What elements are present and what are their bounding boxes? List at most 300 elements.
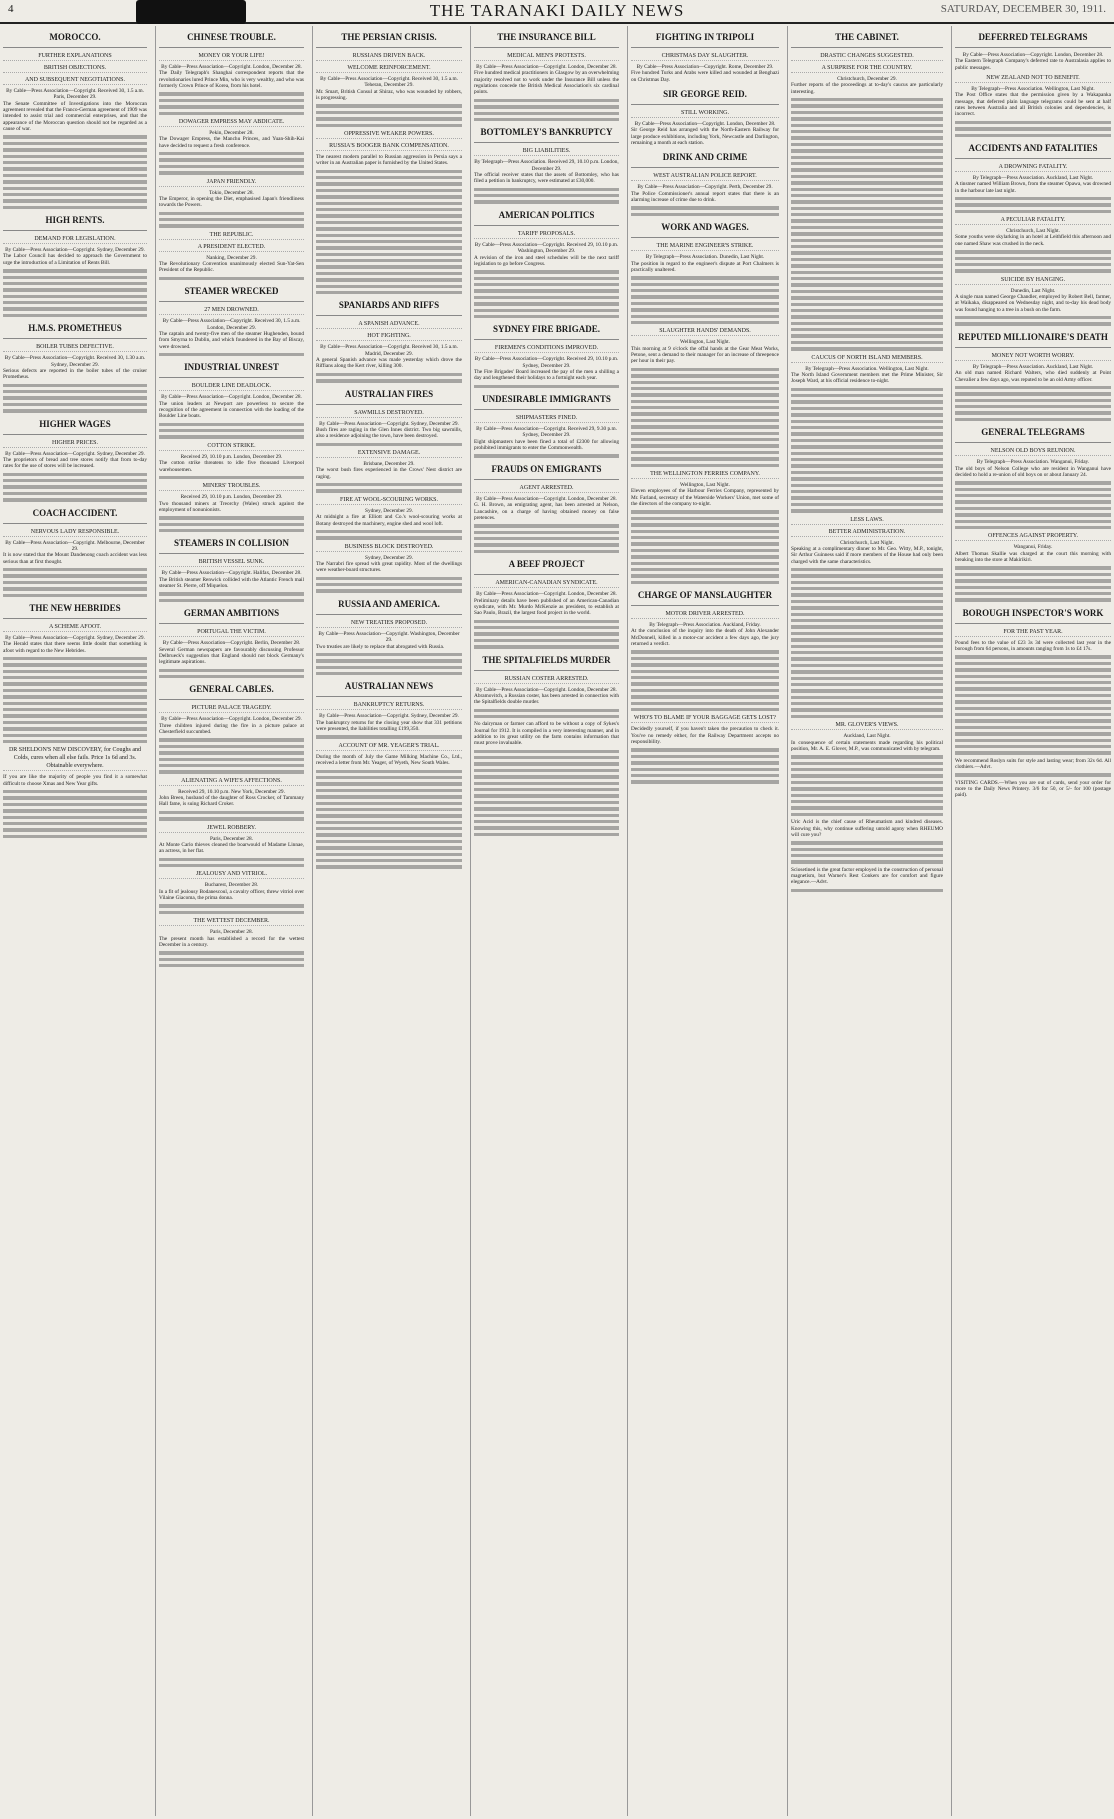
text-line [3, 161, 147, 164]
article-body: VISITING CARDS.—When you are out of cards, send your order for more to the Daily News Printery. 3/6 for 50, or 5/- for 100 (postage paid). [955, 779, 1111, 799]
article-subheading: DEMAND FOR LEGISLATION. [3, 235, 147, 244]
text-line [3, 409, 147, 412]
text-line [3, 148, 147, 151]
article-headline: AUSTRALIAN NEWS [316, 681, 462, 697]
text-line [474, 645, 619, 648]
text-line [3, 727, 147, 730]
text-line [474, 524, 619, 527]
article-dateline: By Cable—Press Association—Copyright. Washington, December 29. [318, 630, 460, 644]
article [474, 210, 619, 319]
article-subheading: TARIFF PROPOSALS. [474, 230, 619, 239]
text-line [791, 162, 943, 165]
text-line [159, 212, 304, 215]
text-line [316, 789, 462, 792]
article-body: Albert Thomas Skallie was charged at the court this morning with breaking into the store at Makirikiri. [955, 550, 1111, 564]
article-subheading: BANKRUPTCY RETURNS. [316, 701, 462, 710]
article-body: The nearest modern parallel to Russian aggression in Persia says a writer in an Australian paper is furnished by the United States. [316, 153, 462, 167]
text-line [316, 214, 462, 217]
text-line [316, 265, 462, 268]
text-line [474, 632, 619, 635]
text-line [631, 689, 779, 692]
text-line [474, 194, 619, 197]
article-body: A single man named George Chandler, employed by Robert Bell, farmer, at Waikaka, disappeared on Wednesday night, and to-day his dead body was found hanging to a tree in a bush on the farm. [955, 294, 1111, 313]
text-line [159, 476, 304, 479]
text-line [955, 726, 1111, 729]
text-line [955, 662, 1111, 665]
text-line [159, 105, 304, 108]
text-line [791, 341, 943, 344]
text-line [474, 833, 619, 836]
article [3, 419, 147, 502]
text-line [955, 700, 1111, 703]
text-line [159, 758, 304, 761]
text-line [159, 770, 304, 773]
text-line [631, 536, 779, 539]
text-line [3, 485, 147, 488]
article-dateline: By Cable—Press Association—Copyright. Sydney, December 29. [5, 634, 145, 641]
article-subheading: AND SUBSEQUENT NEGOTIATIONS. [3, 76, 147, 85]
article-body: The British steamer Renwick collided with the Atlantic French mail steamer St. Pierre, off Miquelon. [159, 576, 304, 590]
article-dateline: Brisbane, December 29. [363, 461, 415, 468]
text-line [955, 121, 1111, 124]
text-line [159, 423, 304, 426]
text-line [474, 794, 619, 797]
article-dateline: By Cable—Press Association—Copyright. London, December 28. [476, 64, 617, 70]
text-line [159, 738, 304, 741]
article-body: The worst bush fires experienced in the Crows' Nest district are raging. [316, 467, 462, 480]
text-line [631, 562, 779, 565]
text-line [3, 828, 147, 831]
text-line [159, 675, 304, 678]
text-line [474, 826, 619, 829]
text-line [3, 307, 147, 310]
text-line [3, 682, 147, 685]
text-line [474, 309, 619, 312]
text-line [791, 394, 943, 397]
text-line [631, 406, 779, 409]
article-body: Eleven employees of the Harbour Ferries Company, represented by Mr. Farland, secretary of the Waterside Workers' Union, met some of the directors of the company to-night. [631, 488, 779, 508]
article-dateline: Sydney, December 29. [365, 507, 413, 514]
article-body: Mr. Smart, British Consul at Shiraz, who was wounded by robbers, is progressing. [316, 88, 462, 102]
article [955, 427, 1111, 529]
article [474, 721, 619, 836]
text-line [791, 574, 943, 577]
text-line [631, 670, 779, 673]
text-line [631, 708, 779, 711]
article-dateline: By Cable—Press Association—Copyright. Received 29, 9.30 p.m. Sydney, December 29. [476, 426, 617, 439]
article-dateline: By Cable—Press Association—Copyright. London, December 28. [962, 52, 1104, 58]
text-line [316, 182, 462, 185]
text-line [159, 529, 304, 532]
text-line [791, 143, 943, 146]
text-line [791, 226, 943, 229]
text-line [159, 218, 304, 221]
text-line [791, 439, 943, 442]
text-line [791, 296, 943, 299]
article-subheading: PICTURE PALACE TRAGEDY. [159, 704, 304, 713]
article-dateline: Wellington, Last Night. [680, 482, 730, 488]
text-line [3, 721, 147, 724]
article-body: The Post Office states that the permission given by a Wakapanka message, that deferred plain language telegrams could be sent at half rates between Australia and all British colonies and dependencies, is incorrect. [955, 92, 1111, 118]
text-line [791, 413, 943, 416]
article-headline: WORK AND WAGES. [631, 222, 779, 238]
article-body: Preliminary details have been published of an American-Canadian syndicate, with Mr. Murdo McKenzie as president, to establish at Sao Paulo, Brazil, the largest food project in the world. [474, 597, 619, 617]
text-line [791, 432, 943, 435]
text-line [3, 295, 147, 298]
article-subheading: MONEY NOT WORTH WORRY. [955, 352, 1111, 361]
text-line [159, 817, 304, 820]
text-line [316, 483, 462, 486]
article-subheading: NEW TREATIES PROPOSED. [316, 619, 462, 628]
article-subheading: FIRE AT WOOL-SCOURING WORKS. [316, 496, 462, 505]
text-line [474, 112, 619, 115]
article [159, 286, 304, 356]
article-subheading: OPPRESSIVE WEAKER POWERS. [316, 130, 462, 139]
article-subheading: FOR THE PAST YEAR. [955, 628, 1111, 637]
article-subheading: MR. GLOVER'S VIEWS. [791, 721, 943, 730]
text-line [3, 396, 147, 399]
column-4 [470, 26, 622, 1816]
text-line [474, 118, 619, 121]
article-dateline: By Telegraph—Press Association. Received 29, 10.10 p.m. London, December 29. [474, 159, 619, 172]
text-line [3, 581, 147, 584]
article-body: At Monte Carlo thieves cleaned the boarwould of Madame Linnae, an actress, in her flat. [159, 841, 304, 855]
article-headline: SPANIARDS AND RIFFS [316, 300, 462, 316]
article [631, 590, 779, 711]
article-subheading: A SPANISH ADVANCE. [316, 320, 462, 329]
article [3, 508, 147, 597]
article-headline: DEFERRED TELEGRAMS [955, 32, 1111, 48]
text-line [791, 309, 943, 312]
article [474, 127, 619, 204]
text-line [791, 651, 943, 654]
column-1 [0, 26, 150, 1816]
text-line [791, 781, 943, 784]
article-headline: DRINK AND CRIME [631, 152, 779, 168]
text-line [631, 650, 779, 653]
text-line [159, 669, 304, 672]
text-line [955, 520, 1111, 523]
text-line [791, 334, 943, 337]
text-line [631, 276, 779, 279]
text-line [159, 92, 304, 95]
text-line [316, 659, 462, 662]
text-line [316, 111, 462, 114]
text-line [791, 303, 943, 306]
text-line [955, 773, 1111, 776]
text-line [316, 577, 462, 580]
article-subheading: OFFENCES AGAINST PROPERTY. [955, 532, 1111, 541]
article-headline: GERMAN AMBITIONS [159, 608, 304, 624]
article-dateline: By Cable—Press Association—Copyright. Sydney, December 29. [5, 247, 145, 254]
text-line [159, 751, 304, 754]
article [955, 332, 1111, 421]
article-body: Two treaties are likely to replace that abrogated with Russia. [316, 643, 445, 650]
text-line [791, 181, 943, 184]
text-line [955, 127, 1111, 130]
article-subheading: ALIENATING A WIFE'S AFFECTIONS. [159, 777, 304, 786]
article-dateline: By Telegraph—Press Association. Wellington, Last Night. [971, 86, 1095, 93]
text-line [631, 206, 779, 209]
text-line [3, 314, 147, 317]
text-line [474, 775, 619, 778]
text-line [3, 796, 147, 799]
text-line [3, 790, 147, 793]
text-line [955, 526, 1111, 529]
text-line [159, 152, 304, 155]
text-line [3, 473, 147, 476]
article-dateline: By Cable—Press Association—Copyright. Rome, December 29. [636, 64, 774, 70]
article [316, 681, 462, 738]
article-subheading: THE WELLINGTON FERRIES COMPANY. [631, 470, 779, 479]
text-line [791, 251, 943, 254]
article [159, 231, 304, 280]
article-subheading: NERVOUS LADY RESPONSIBLE. [3, 528, 147, 537]
text-line [631, 308, 779, 311]
text-line [474, 820, 619, 823]
text-line [955, 592, 1111, 595]
text-line [474, 620, 619, 623]
text-line [474, 99, 619, 102]
article-headline: THE PERSIAN CRISIS. [316, 32, 462, 48]
text-line [316, 195, 462, 198]
article [474, 32, 619, 121]
text-line [316, 735, 462, 738]
text-line [631, 425, 779, 428]
text-line [631, 761, 779, 764]
article-body: This morning at 9 o'clock the offal hands at the Gear Meat Works, Petone, sent a demand to their manager for an increase of threepence per hour in their pay. [631, 345, 779, 365]
text-line [631, 581, 779, 584]
article-dateline: By Cable—Press Association—Copyright. Received 29, 10.10 p.m. Sydney, December 29. [474, 356, 619, 369]
article-body: The Police Commissioner's annual report states that there is an alarming increase of crime due to drink. [631, 190, 779, 204]
text-line [791, 670, 943, 673]
text-line [791, 484, 943, 487]
text-line [955, 134, 1111, 137]
text-line [631, 676, 779, 679]
article-body: The Emperor, in opening the Diet, emphasised Japan's friendliness towards the Powers. [159, 195, 304, 209]
text-line [791, 715, 943, 718]
article-dateline: Christchurch, Last Night. [840, 539, 894, 546]
article-dateline: By Cable—Press Association—Copyright. Received 30, 1.30 a.m. Sydney, December 29. [4, 355, 146, 368]
text-line [631, 663, 779, 666]
article [631, 327, 779, 467]
article-subheading: MINERS' TROUBLES. [159, 482, 304, 491]
text-line [316, 176, 462, 179]
article-dateline: Dunedin, Last Night. [1010, 287, 1056, 294]
text-line [955, 210, 1111, 213]
text-line [3, 663, 147, 666]
text-line [791, 290, 943, 293]
article-body: G. H. Brown, an emigrating agent, has been arrested at Nelson, Lancashire, on a charge of having obtained money on false pretences. [474, 502, 619, 521]
article-body: The Fire Brigades' Board increased the pay of the men a shilling a day and lengthened their holidays to a fortnight each year. [474, 369, 619, 382]
text-line [631, 695, 779, 698]
text-line [955, 566, 1111, 569]
article-body: If you are like the majority of people you find it a somewhat difficult to choose Xmas and New Year gifts. [3, 774, 147, 787]
text-line [316, 653, 462, 656]
article [3, 32, 147, 209]
article-body: In a fit of jealousy Bodanescoul, a cavalry officer, threw vitriol over Vilaine Giacoma, the prima donna. [159, 888, 304, 902]
column-2 [155, 26, 307, 1816]
text-line [474, 537, 619, 540]
text-line [955, 411, 1111, 414]
text-line [474, 639, 619, 642]
article [955, 608, 1111, 755]
text-line [791, 645, 943, 648]
article [159, 442, 304, 479]
text-line [159, 904, 304, 907]
article-subheading: PORTUGAL THE VICTIM. [159, 628, 304, 637]
article-body: In consequence of certain statements made regarding his political position, Mr. A. E. Glover, M.P., was communicated with by telegram. [791, 739, 943, 752]
article-subheading: COTTON STRIKE. [159, 442, 304, 451]
text-line [316, 443, 462, 446]
text-line [3, 498, 147, 501]
text-line [3, 174, 147, 177]
article-subheading: RUSSIAN COSTER ARRESTED. [474, 675, 619, 684]
text-line [791, 420, 943, 423]
article-body: The old boys of Nelson College who are resident in Wanganui have decided to hold a re-union of old boys on or about January 24. [955, 465, 1111, 478]
text-line [316, 846, 462, 849]
text-line [3, 714, 147, 717]
text-line [474, 315, 619, 318]
text-line [631, 374, 779, 377]
article-body: The cotton strike threatens to idle five thousand Liverpool warehousemen. [159, 460, 304, 473]
text-line [3, 708, 147, 711]
text-line [955, 392, 1111, 395]
text-line [316, 865, 462, 868]
article-body: Speaking at a complimentary dinner to Mr. Geo. Witty, M.P., tonight, Sir Arthur Guinness said if more members of the House had only been charged with the same characteristics. [791, 545, 943, 565]
text-line [631, 289, 779, 292]
text-line [3, 594, 147, 597]
article-subheading: JAPAN FRIENDLY. [159, 178, 304, 187]
text-line [631, 568, 779, 571]
text-line [316, 536, 462, 539]
article-body: The Eastern Telegraph Company's deferred rate to Australasia applies to public messages. [955, 58, 1111, 71]
text-line [955, 269, 1111, 272]
text-line [791, 98, 943, 101]
text-line [631, 451, 779, 454]
text-line [316, 770, 462, 773]
article-dateline: Tokio, December 28. [209, 189, 254, 196]
text-line [316, 227, 462, 230]
text-line [631, 368, 779, 371]
text-line [791, 774, 943, 777]
article-dateline: Bucharest, December 28. [204, 882, 259, 889]
text-line [316, 259, 462, 262]
text-line [631, 530, 779, 533]
article [791, 721, 943, 816]
article-dateline: By Telegraph—Press Association. Auckland, Last Night. [972, 174, 1094, 181]
text-line [3, 689, 147, 692]
article [631, 152, 779, 216]
article-body: We recommend Roslyn suits for style and lasting wear; from 32s 6d. All clothiers.—Advt. [955, 757, 1111, 771]
text-line [316, 202, 462, 205]
text-line [955, 573, 1111, 576]
text-line [791, 664, 943, 667]
article-dateline: By Cable—Press Association—Copyright. London, December 28. [161, 394, 302, 401]
text-line [791, 283, 943, 286]
text-line [791, 188, 943, 191]
page-number: 4 [8, 3, 14, 15]
column-5 [627, 26, 782, 1816]
article [631, 714, 779, 783]
text-line [791, 175, 943, 178]
text-line [159, 516, 304, 519]
text-line [474, 550, 619, 553]
article-body: The North Island Government members met the Prime Minister, Sir Joseph Ward, at his official residence to-night. [791, 372, 943, 385]
article-headline: THE SPITALFIELDS MURDER [474, 655, 619, 671]
article [955, 758, 1111, 777]
text-line [316, 246, 462, 249]
text-line [791, 136, 943, 139]
article-dateline: Received 29, 10.10 p.m. London, December 29. [180, 453, 283, 460]
text-line [3, 702, 147, 705]
text-line [159, 592, 304, 595]
text-line [791, 322, 943, 325]
article [159, 118, 304, 175]
article [159, 178, 304, 228]
text-line [791, 689, 943, 692]
text-line [3, 288, 147, 291]
text-line [955, 586, 1111, 589]
text-line [955, 500, 1111, 503]
text-line [791, 471, 943, 474]
article-headline: CHINESE TROUBLE. [159, 32, 304, 48]
article-body: No dairyman or farmer can afford to be without a copy of Sykes's Journal for 1912. It is compiled in a very interesting manner, and in addition to its great utility on the farm contains information that must prove invaluable. [474, 721, 619, 747]
article-headline: AUSTRALIAN FIRES [316, 389, 462, 405]
text-line [316, 853, 462, 856]
text-line [316, 666, 462, 669]
article-subheading: A SURPRISE FOR THE COUNTRY. [791, 64, 943, 73]
text-line [955, 263, 1111, 266]
text-line [631, 574, 779, 577]
article-headline: AMERICAN POLITICS [474, 210, 619, 226]
text-line [159, 523, 304, 526]
text-line [631, 780, 779, 783]
article [474, 655, 619, 719]
article-body: Eight shipmasters have been fined a total of £2300 for allowing prohibited immigrants to enter the Commonwealth. [474, 438, 619, 452]
article [159, 917, 304, 967]
article-subheading: MEDICAL MEN'S PROTESTS. [474, 52, 619, 61]
article-dateline: Christchurch, Last Night. [1006, 228, 1060, 235]
article-subheading: A PRESIDENT ELECTED. [159, 243, 304, 252]
article-headline: GENERAL TELEGRAMS [955, 427, 1111, 443]
text-line [159, 171, 304, 174]
text-line [631, 748, 779, 751]
text-line [791, 271, 943, 274]
text-line [791, 477, 943, 480]
text-line [316, 776, 462, 779]
text-line [955, 687, 1111, 690]
article-dateline: By Cable—Press Association—Copyright. London, December 28. [476, 686, 617, 693]
article [955, 532, 1111, 601]
text-line [631, 549, 779, 552]
text-line [791, 245, 943, 248]
article-dateline: By Cable—Press Association—Copyright. Received 30, 1.5 a.m. Madrid, December 29. [320, 344, 458, 357]
text-line [474, 807, 619, 810]
text-line [631, 302, 779, 305]
article-headline: STEAMER WRECKED [159, 286, 304, 302]
article [631, 222, 779, 324]
text-line [3, 695, 147, 698]
article-headline: MOROCCO. [3, 32, 147, 48]
text-line [474, 454, 619, 457]
text-line [791, 587, 943, 590]
text-line [159, 745, 304, 748]
text-line [316, 285, 462, 288]
text-line [3, 167, 147, 170]
text-line [159, 429, 304, 432]
article-body: Decidedly yourself, if you haven't taken the precaution to check it. You've no remedy either, for the Railway Department accepts no responsibility. [631, 726, 779, 746]
